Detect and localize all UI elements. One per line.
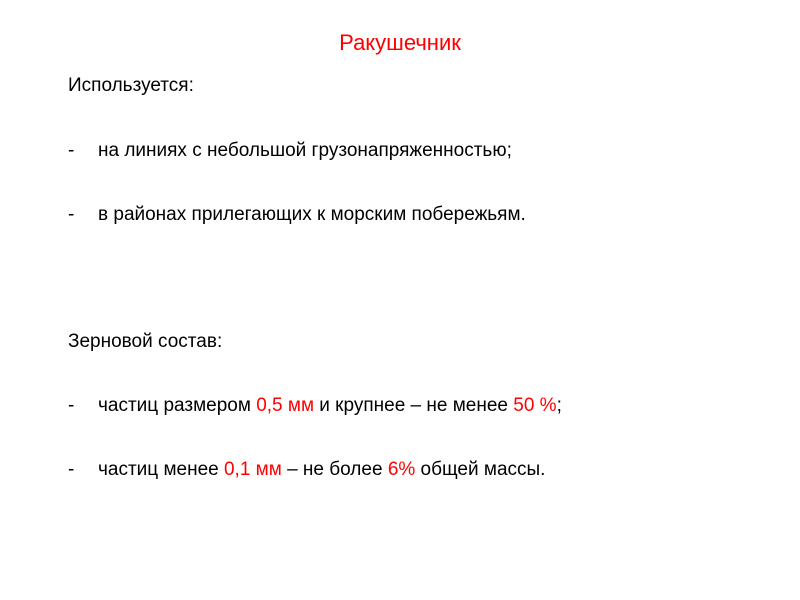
grain-item-2-text-b: – не более [281, 459, 388, 480]
bullet-dash: - [68, 395, 75, 416]
grain-item-2 [68, 458, 545, 482]
slide-title: Ракушечник [339, 30, 461, 55]
grain-heading: Зерновой состав: [68, 331, 223, 352]
usage-item-1 [68, 139, 512, 163]
fine-percent-value: 6% [387, 459, 416, 480]
bullet-dash: - [68, 204, 75, 225]
grain-item-2-text-c: общей массы. [415, 459, 546, 480]
grain-item-1-text-a: частиц размером [98, 395, 257, 416]
usage-item-1-text: на линиях с небольшой грузонапряженностью; [98, 140, 512, 161]
grain-percent-value: 50 % [513, 395, 557, 416]
grain-item-2-text-a: частиц менее [98, 459, 224, 480]
usage-heading: Используется: [68, 75, 194, 96]
fine-size-value: 0,1 мм [223, 459, 282, 480]
grain-item-1 [68, 394, 562, 418]
grain-item-1-text-b: и крупнее – не менее [314, 395, 514, 416]
bullet-dash: - [68, 140, 75, 161]
usage-item-2 [68, 203, 526, 227]
grain-item-1-text-c: ; [556, 395, 562, 416]
usage-item-2-text: в районах прилегающих к морским побережьям. [98, 204, 526, 225]
grain-size-value: 0,5 мм [256, 395, 315, 416]
bullet-dash: - [68, 459, 75, 480]
